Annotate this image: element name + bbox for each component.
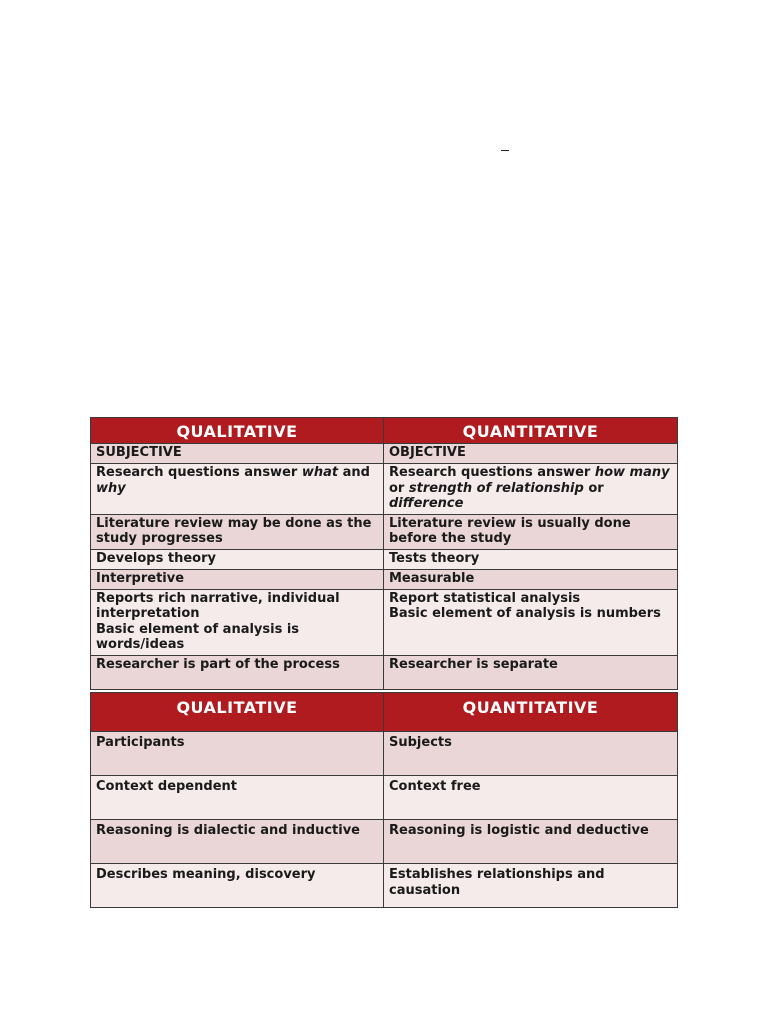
cell-text: or [389,480,409,496]
qualitative-cell: Participants [91,732,384,776]
cell-text: and [338,465,370,480]
comparison-table-2 [90,692,678,908]
table-row [91,464,678,515]
quantitative-cell: Reasoning is logistic and deductive [384,820,678,864]
table-row [91,655,678,689]
quantitative-cell [384,589,678,655]
cell-text: Research questions answer [96,465,302,480]
cell-text-italic: strength of relationship [408,480,584,496]
quantitative-cell: Establishes relationships and causation [384,864,678,908]
header-qualitative: QUALITATIVE [91,418,384,444]
cell-text: or [583,480,604,496]
qualitative-cell: Interpretive [91,569,384,589]
header-quantitative: QUANTITATIVE [384,693,678,732]
table-row [91,864,678,908]
qualitative-cell: Describes meaning, discovery [91,864,384,908]
table-row [91,776,678,820]
quantitative-cell: Context free [384,776,678,820]
quantitative-cell: Researcher is separate [384,655,678,689]
cell-text-italic: what [301,465,339,480]
quantitative-cell: Measurable [384,569,678,589]
cell-text: Research questions answer [389,465,595,480]
qualitative-cell: Develops theory [91,549,384,569]
table-header-row [91,418,678,444]
table-row [91,514,678,549]
table-header-row [91,693,678,732]
cell-line: Reports rich narrative, individual interpretation [96,590,340,621]
qualitative-cell [91,589,384,655]
header-quantitative: QUANTITATIVE [384,418,678,444]
table-row [91,732,678,776]
cell-line: Basic element of analysis is numbers [389,606,661,621]
qualitative-cell: Reasoning is dialectic and inductive [91,820,384,864]
cell-text-italic: difference [389,496,464,511]
qualitative-cell: Literature review may be done as the study progresses [91,514,384,549]
qualitative-cell: Researcher is part of the process [91,655,384,689]
quantitative-cell: Subjects [384,732,678,776]
cell-line: Report statistical analysis [389,590,581,606]
table-row [91,569,678,589]
table-row [91,549,678,569]
cell-text-italic: why [96,480,126,496]
qualitative-cell: Context dependent [91,776,384,820]
table-row [91,444,678,464]
dash-mark [501,150,509,151]
quantitative-cell: OBJECTIVE [384,444,678,464]
quantitative-cell [384,464,678,515]
cell-text-italic: how many [594,465,670,480]
comparison-table-1 [90,417,678,690]
quantitative-cell: Literature review is usually done before the study [384,514,678,549]
qualitative-cell [91,464,384,515]
qualitative-cell: SUBJECTIVE [91,444,384,464]
table-row [91,589,678,655]
quantitative-cell: Tests theory [384,549,678,569]
cell-line: Basic element of analysis is words/ideas [96,621,300,652]
header-qualitative: QUALITATIVE [91,693,384,732]
table-row [91,820,678,864]
